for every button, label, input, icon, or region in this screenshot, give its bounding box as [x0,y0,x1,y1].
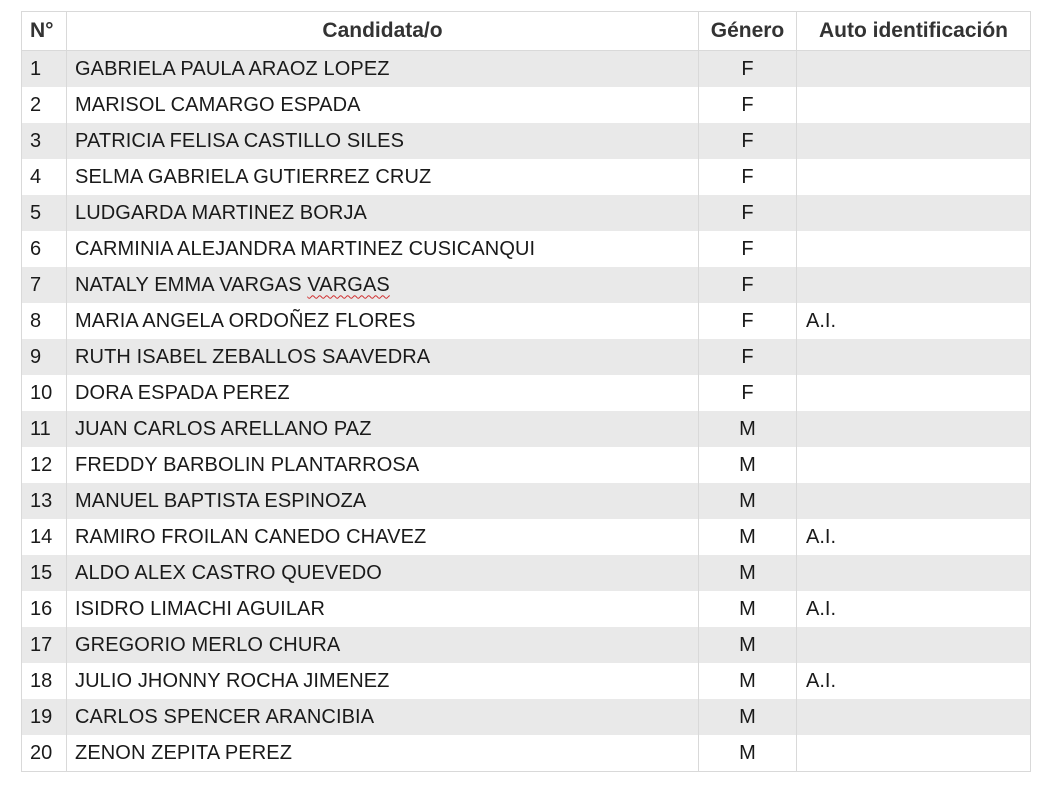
candidate-name: JUAN CARLOS ARELLANO PAZ [67,411,699,447]
candidate-self-identification [797,123,1031,159]
row-number: 9 [22,339,67,375]
candidate-name: SELMA GABRIELA GUTIERREZ CRUZ [67,159,699,195]
row-number: 11 [22,411,67,447]
row-number: 6 [22,231,67,267]
candidate-name: ALDO ALEX CASTRO QUEVEDO [67,555,699,591]
table-row [22,51,1031,88]
table-row [22,303,1031,339]
candidate-gender: F [699,303,797,339]
candidate-gender: F [699,87,797,123]
row-number: 13 [22,483,67,519]
candidate-self-identification [797,411,1031,447]
table-row [22,663,1031,699]
candidate-gender: F [699,267,797,303]
row-number: 14 [22,519,67,555]
candidate-name: RUTH ISABEL ZEBALLOS SAAVEDRA [67,339,699,375]
candidate-name: JULIO JHONNY ROCHA JIMENEZ [67,663,699,699]
candidate-name [67,267,699,303]
candidate-self-identification [797,231,1031,267]
candidate-gender: M [699,699,797,735]
candidate-gender: F [699,339,797,375]
candidate-self-identification [797,375,1031,411]
candidate-name: MARIA ANGELA ORDOÑEZ FLORES [67,303,699,339]
candidate-gender: M [699,663,797,699]
candidate-self-identification [797,483,1031,519]
row-number: 17 [22,627,67,663]
candidate-table-container [21,11,1030,772]
table-header-row [22,12,1031,51]
candidate-self-identification [797,159,1031,195]
table-row [22,231,1031,267]
row-number: 16 [22,591,67,627]
candidate-gender: M [699,591,797,627]
header-number: N° [22,12,67,51]
candidate-name: ZENON ZEPITA PEREZ [67,735,699,772]
table-row [22,195,1031,231]
candidate-name: ISIDRO LIMACHI AGUILAR [67,591,699,627]
candidate-name: GREGORIO MERLO CHURA [67,627,699,663]
table-row [22,519,1031,555]
table-row [22,87,1031,123]
candidate-self-identification: A.I. [797,591,1031,627]
candidate-self-identification [797,339,1031,375]
candidate-gender: M [699,447,797,483]
row-number: 18 [22,663,67,699]
table-row [22,699,1031,735]
candidate-name: MANUEL BAPTISTA ESPINOZA [67,483,699,519]
candidate-self-identification [797,267,1031,303]
candidate-name: PATRICIA FELISA CASTILLO SILES [67,123,699,159]
table-row [22,411,1031,447]
row-number: 20 [22,735,67,772]
candidate-gender: F [699,231,797,267]
row-number: 7 [22,267,67,303]
row-number: 19 [22,699,67,735]
candidate-table [21,11,1031,772]
candidate-self-identification [797,555,1031,591]
candidate-gender: F [699,195,797,231]
row-number: 4 [22,159,67,195]
candidate-self-identification [797,87,1031,123]
candidate-gender: M [699,411,797,447]
table-row [22,123,1031,159]
candidate-self-identification [797,699,1031,735]
candidate-self-identification [797,735,1031,772]
candidate-gender: F [699,375,797,411]
candidate-gender: M [699,555,797,591]
candidate-name-prefix: NATALY EMMA VARGAS [75,273,308,296]
row-number: 2 [22,87,67,123]
table-row [22,447,1031,483]
table-row [22,483,1031,519]
candidate-gender: F [699,123,797,159]
spellcheck-flagged-word[interactable]: VARGAS [307,273,390,296]
table-row [22,339,1031,375]
table-row [22,627,1031,663]
row-number: 12 [22,447,67,483]
candidate-self-identification [797,195,1031,231]
row-number: 5 [22,195,67,231]
row-number: 15 [22,555,67,591]
candidate-name: CARMINIA ALEJANDRA MARTINEZ CUSICANQUI [67,231,699,267]
candidate-self-identification: A.I. [797,519,1031,555]
table-row [22,375,1031,411]
table-row [22,555,1031,591]
row-number: 10 [22,375,67,411]
row-number: 8 [22,303,67,339]
candidate-gender: M [699,735,797,772]
header-gender: Género [699,12,797,51]
header-candidate: Candidata/o [67,12,699,51]
table-row [22,591,1031,627]
table-row [22,159,1031,195]
table-row [22,267,1031,303]
candidate-self-identification [797,447,1031,483]
header-self-identification: Auto identificación [797,12,1031,51]
candidate-gender: M [699,519,797,555]
row-number: 1 [22,51,67,88]
table-row [22,735,1031,772]
candidate-gender: F [699,51,797,88]
candidate-self-identification [797,51,1031,88]
candidate-gender: F [699,159,797,195]
candidate-name: RAMIRO FROILAN CANEDO CHAVEZ [67,519,699,555]
row-number: 3 [22,123,67,159]
candidate-gender: M [699,627,797,663]
candidate-self-identification: A.I. [797,303,1031,339]
candidate-name: GABRIELA PAULA ARAOZ LOPEZ [67,51,699,88]
candidate-self-identification [797,627,1031,663]
candidate-name: LUDGARDA MARTINEZ BORJA [67,195,699,231]
candidate-name: DORA ESPADA PEREZ [67,375,699,411]
candidate-name: FREDDY BARBOLIN PLANTARROSA [67,447,699,483]
candidate-name: MARISOL CAMARGO ESPADA [67,87,699,123]
candidate-self-identification: A.I. [797,663,1031,699]
candidate-gender: M [699,483,797,519]
candidate-name: CARLOS SPENCER ARANCIBIA [67,699,699,735]
